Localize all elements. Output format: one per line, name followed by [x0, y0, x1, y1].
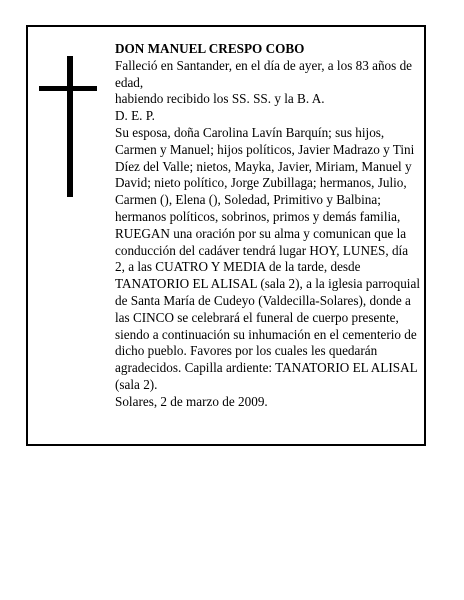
sacraments-line: habiendo recibido los SS. SS. y la B. A.: [115, 91, 325, 107]
cross-vertical-bar: [67, 56, 73, 197]
cross-horizontal-bar: [39, 86, 97, 91]
obituary-notice: [26, 25, 426, 446]
family-list: Su esposa, doña Carolina Lavín Barquín; sus hijos, Carmen y Manuel; hijos políticos, Javier Madrazo y Tini Díez del Valle; nietos, Mayka, Javier, Miriam, Manuel y David; nieto político, Jorge Zubillaga; hermanos, Julio, Carmen (), Elena (), Soledad, Primitivo y Balbina; hermanos políticos, sobrinos, primos y demás familia,: [115, 124, 415, 224]
death-announcement: Falleció en Santander, en el día de ayer, a los 83 años de edad,: [115, 57, 413, 90]
deceased-name: DON MANUEL CRESPO COBO: [115, 41, 305, 56]
funeral-request: RUEGAN una oración por su alma y comunican que la conducción del cadáver tendrá lugar HOY, LUNES, día 2, a las CUATRO Y MEDIA de la tarde, desde TANATORIO EL ALISAL (sala 2), a la iglesia parroquial de Santa María de Cudeyo (Valdecilla-Solares), donde a las CINCO se celebrará el funeral de cuerpo presente, siendo a continuación su inhumación en el cementerio de dicho pueblo. Favores por los cuales les quedarán agradecidos. Capilla ardiente: TANATORIO EL ALISAL (sala 2).: [115, 225, 420, 392]
place-and-date: Solares, 2 de marzo de 2009.: [115, 393, 268, 409]
rest-in-peace-line: D. E. P.: [115, 108, 155, 124]
obituary-text: [115, 41, 420, 411]
